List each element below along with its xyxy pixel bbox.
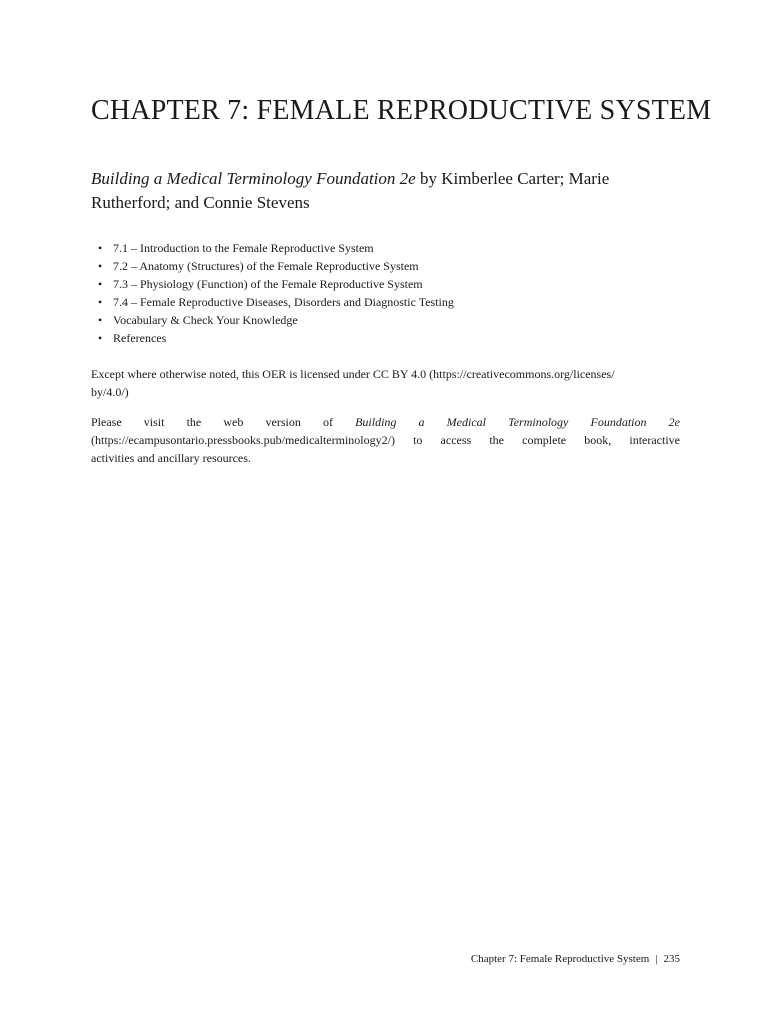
word: book, [584,433,612,447]
footer-separator: | [655,953,658,965]
book-title-word: 2e [668,415,680,429]
byline [91,167,651,215]
word: to [413,433,423,447]
license-link-continued: by/4.0/) [91,385,129,399]
book-title-word: Terminology [508,415,569,429]
word: visit [143,415,165,429]
word: interactive [629,433,680,447]
book-title-word: Medical [446,415,486,429]
bullet-icon: • [98,241,103,255]
book-title-word: Foundation [590,415,647,429]
list-item[interactable] [91,257,454,275]
byline-book-title: Building a Medical Terminology Foundation 2e [91,169,416,188]
web-version-line-1 [91,413,680,431]
list-item[interactable] [91,293,454,311]
word: version [265,415,301,429]
byline-authors-continued: Rutherford; and Connie Stevens [91,193,310,212]
word: web [223,415,244,429]
web-version-link[interactable]: (https://ecampusontario.pressbooks.pub/medicalterminology2/) [91,433,395,447]
list-item-label: 7.1 – Introduction to the Female Reproductive System [113,241,374,255]
word: access [440,433,472,447]
chapter-title: CHAPTER 7: FEMALE REPRODUCTIVE SYSTEM [91,95,712,126]
byline-authors: by Kimberlee Carter; Marie [415,169,610,188]
bullet-icon: • [98,259,103,273]
page-number: 235 [663,953,680,965]
word: complete [522,433,567,447]
web-version-notice [91,413,680,467]
word: of [322,415,333,429]
list-item[interactable] [91,311,454,329]
web-version-line-2 [91,431,680,449]
web-version-line-3: activities and ancillary resources. [91,451,251,465]
bullet-icon: • [98,331,103,345]
book-title-word: a [418,415,425,429]
list-item[interactable] [91,329,454,347]
footer-chapter-title: Chapter 7: Female Reproductive System [470,953,650,965]
bullet-icon: • [98,295,103,309]
book-title-word: Building [355,415,397,429]
word: the [186,415,202,429]
list-item[interactable] [91,239,454,257]
list-item-label: 7.4 – Female Reproductive Diseases, Disorders and Diagnostic Testing [113,295,454,309]
document-page [91,0,712,1024]
bullet-icon: • [98,277,103,291]
list-item-label: 7.2 – Anatomy (Structures) of the Female Reproductive System [113,259,419,273]
chapter-contents-list [91,239,454,347]
bullet-icon: • [98,313,103,327]
page-footer [471,952,680,966]
license-notice [91,365,680,401]
word: the [489,433,504,447]
word: Please [91,415,122,429]
list-item-label: 7.3 – Physiology (Function) of the Female Reproductive System [113,277,423,291]
list-item[interactable] [91,275,454,293]
list-item-label: Vocabulary & Check Your Knowledge [113,313,298,327]
list-item-label: References [113,331,167,345]
license-text: Except where otherwise noted, this OER is licensed under CC BY 4.0 (https://creativecommons.org/licenses/ [91,367,615,381]
